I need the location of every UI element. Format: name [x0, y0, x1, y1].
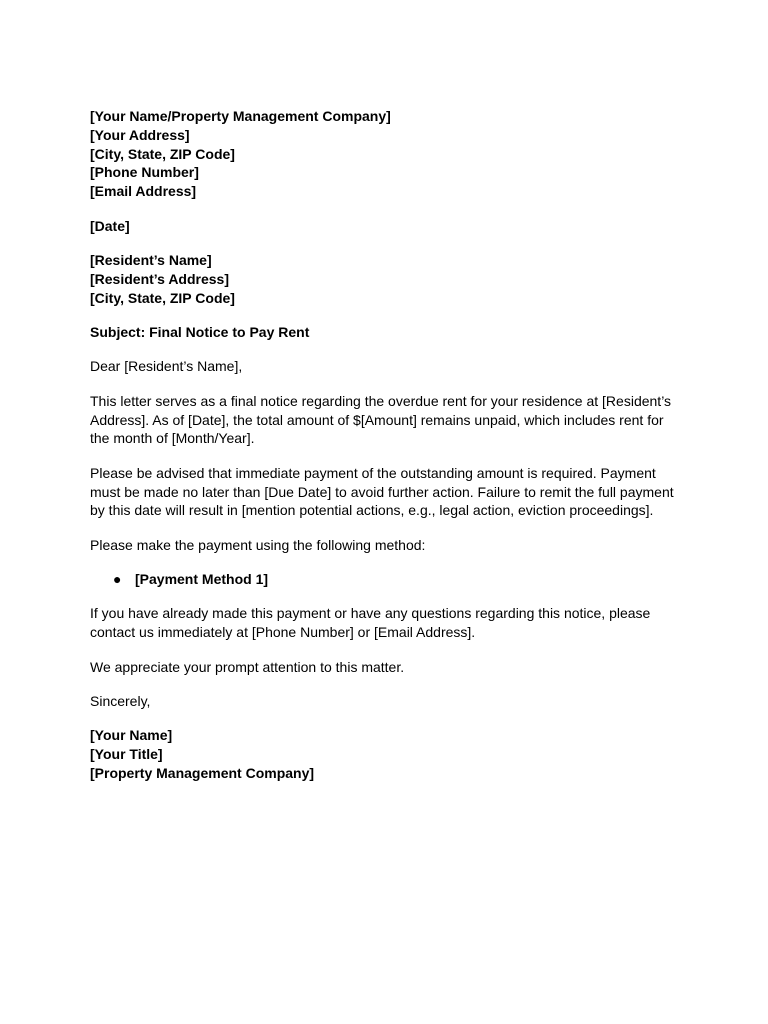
subject-block	[90, 323, 680, 342]
payment-method-label: [Payment Method 1]	[135, 571, 269, 588]
sender-address: [Your Address]	[90, 126, 190, 143]
paragraph-line: contact us immediately at [Phone Number] or [Email Address].	[90, 624, 476, 641]
subject-line: Subject: Final Notice to Pay Rent	[90, 323, 310, 340]
date-block	[90, 217, 680, 236]
paragraph-line: by this date will result in [mention potential actions, e.g., legal action, eviction proceedings].	[90, 502, 654, 519]
paragraph-line: This letter serves as a final notice regarding the overdue rent for your residence at [Resident’s	[90, 392, 672, 409]
recipient-name: [Resident’s Name]	[90, 251, 212, 268]
sender-city-state-zip: [City, State, ZIP Code]	[90, 145, 235, 162]
signature-company: [Property Management Company]	[90, 765, 315, 782]
paragraph-line: must be made no later than [Due Date] to avoid further action. Failure to remit the full payment	[90, 483, 674, 500]
sender-block	[90, 107, 680, 201]
closing-block	[90, 692, 680, 711]
paragraph-line: Address]. As of [Date], the total amount of $[Amount] remains unpaid, which includes rent for	[90, 411, 664, 428]
paragraph-line: We appreciate your prompt attention to this matter.	[90, 658, 405, 675]
signature-title: [Your Title]	[90, 746, 163, 763]
paragraph-line: the month of [Month/Year].	[90, 430, 255, 447]
signature-block	[90, 726, 680, 782]
letter-page	[90, 107, 680, 783]
payment-method-list	[90, 570, 680, 589]
closing: Sincerely,	[90, 693, 151, 710]
paragraph-contact	[90, 604, 680, 642]
paragraph-line: Please be advised that immediate payment of the outstanding amount is required. Payment	[90, 464, 656, 481]
paragraph-line: If you have already made this payment or have any questions regarding this notice, please	[90, 605, 651, 622]
paragraph-payment-method-intro	[90, 536, 680, 555]
sender-name: [Your Name/Property Management Company]	[90, 108, 391, 124]
paragraph-appreciation	[90, 658, 680, 677]
bullet-icon: ●	[113, 571, 122, 588]
salutation: Dear [Resident’s Name],	[90, 358, 243, 375]
recipient-block	[90, 251, 680, 307]
recipient-city-state-zip: [City, State, ZIP Code]	[90, 289, 235, 306]
salutation-block	[90, 357, 680, 376]
recipient-address: [Resident’s Address]	[90, 270, 229, 287]
paragraph-payment-required	[90, 464, 680, 520]
paragraph-line: Please make the payment using the following method:	[90, 536, 426, 553]
signature-name: [Your Name]	[90, 727, 173, 744]
sender-email: [Email Address]	[90, 183, 197, 200]
sender-phone: [Phone Number]	[90, 164, 199, 181]
letter-date: [Date]	[90, 217, 130, 234]
list-item	[90, 570, 680, 589]
paragraph-overdue-notice	[90, 392, 680, 448]
